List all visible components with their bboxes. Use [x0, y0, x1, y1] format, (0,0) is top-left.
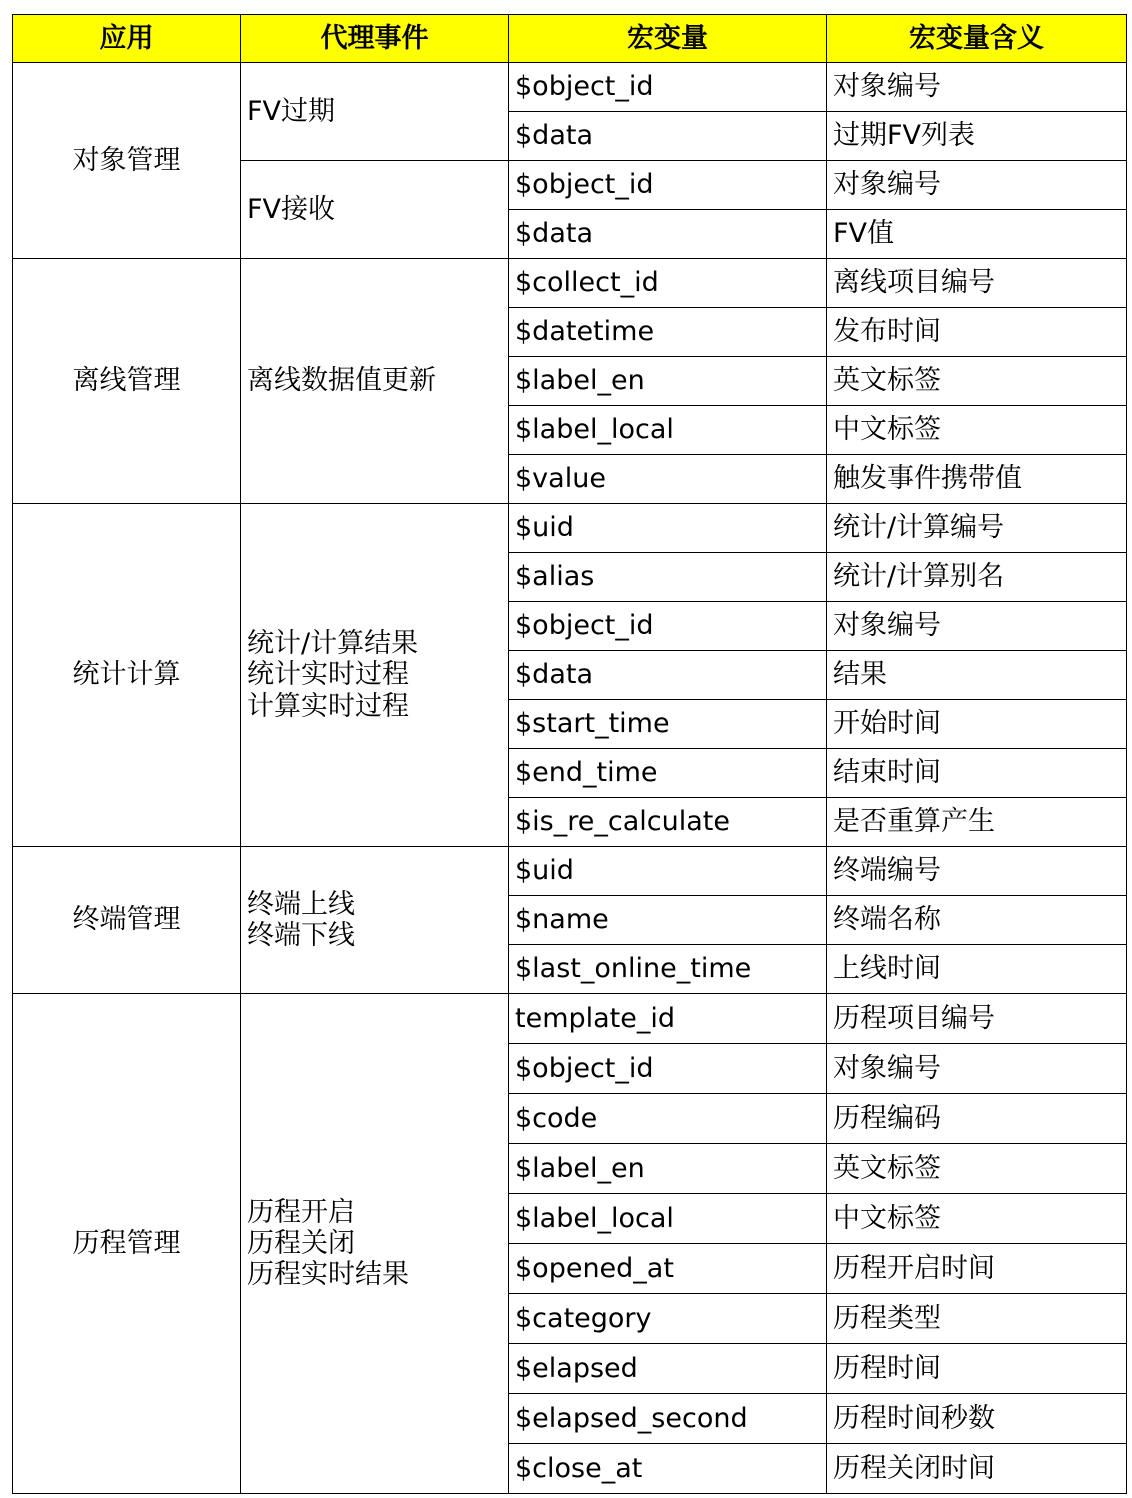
app-cell: 统计计算: [13, 504, 241, 847]
macro-variable-cell: $label_en: [509, 1144, 827, 1194]
macro-meaning-cell: 历程编码: [827, 1094, 1127, 1144]
macro-variable-cell: $data: [509, 651, 827, 700]
proxy-event-label: 历程关闭: [247, 1227, 355, 1259]
macro-meaning-cell: 终端名称: [827, 896, 1127, 945]
header-app: 应用: [13, 15, 241, 63]
header-macro-meaning: 宏变量含义: [827, 15, 1127, 63]
macro-meaning-cell: 历程类型: [827, 1294, 1127, 1344]
macro-variable-cell: $uid: [509, 504, 827, 553]
macro-variable-cell: $alias: [509, 553, 827, 602]
proxy-event-label: 历程开启: [247, 1196, 355, 1228]
macro-variable-cell: $label_local: [509, 1194, 827, 1244]
app-cell: 终端管理: [13, 847, 241, 994]
table-header-row: [13, 15, 1127, 63]
macro-variable-table: [12, 14, 1127, 1494]
macro-variable-cell: $data: [509, 210, 827, 259]
macro-meaning-cell: 对象编号: [827, 1044, 1127, 1094]
proxy-event-cell: [241, 161, 509, 259]
table-body: [13, 63, 1127, 1494]
macro-meaning-cell: 开始时间: [827, 700, 1127, 749]
macro-variable-cell: $object_id: [509, 1044, 827, 1094]
macro-meaning-cell: 终端编号: [827, 847, 1127, 896]
header-proxy-event: 代理事件: [241, 15, 509, 63]
macro-variable-cell: $elapsed: [509, 1344, 827, 1394]
proxy-event-label: FV接收: [247, 193, 336, 225]
macro-variable-cell: $close_at: [509, 1444, 827, 1494]
table-row: [13, 63, 1127, 112]
proxy-event-cell: [241, 259, 509, 504]
macro-meaning-cell: 历程关闭时间: [827, 1444, 1127, 1494]
macro-variable-cell: $elapsed_second: [509, 1394, 827, 1444]
table-row: [13, 994, 1127, 1044]
macro-variable-cell: $opened_at: [509, 1244, 827, 1294]
proxy-event-label: 离线数据值更新: [247, 365, 436, 397]
proxy-event-cell: [241, 847, 509, 994]
macro-variable-cell: $datetime: [509, 308, 827, 357]
proxy-event-label: 统计实时过程: [247, 659, 409, 691]
macro-variable-cell: $object_id: [509, 602, 827, 651]
macro-variable-cell: $is_re_calculate: [509, 798, 827, 847]
app-cell: 对象管理: [13, 63, 241, 259]
macro-meaning-cell: 对象编号: [827, 161, 1127, 210]
macro-variable-cell: $label_local: [509, 406, 827, 455]
macro-variable-cell: template_id: [509, 994, 827, 1044]
macro-meaning-cell: 对象编号: [827, 63, 1127, 112]
macro-meaning-cell: 对象编号: [827, 602, 1127, 651]
macro-meaning-cell: 历程时间: [827, 1344, 1127, 1394]
app-cell: 历程管理: [13, 994, 241, 1494]
macro-variable-cell: $data: [509, 112, 827, 161]
macro-variable-cell: $category: [509, 1294, 827, 1344]
proxy-event-cell: [241, 504, 509, 847]
macro-variable-cell: $end_time: [509, 749, 827, 798]
proxy-event-cell: [241, 63, 509, 161]
macro-meaning-cell: 结束时间: [827, 749, 1127, 798]
header-macro-variable: 宏变量: [509, 15, 827, 63]
macro-variable-cell: $name: [509, 896, 827, 945]
macro-variable-cell: $code: [509, 1094, 827, 1144]
macro-meaning-cell: 历程开启时间: [827, 1244, 1127, 1294]
macro-meaning-cell: 上线时间: [827, 945, 1127, 994]
macro-meaning-cell: 历程时间秒数: [827, 1394, 1127, 1444]
macro-meaning-cell: 统计/计算编号: [827, 504, 1127, 553]
macro-meaning-cell: 过期FV列表: [827, 112, 1127, 161]
app-cell: 离线管理: [13, 259, 241, 504]
proxy-event-label: 计算实时过程: [247, 690, 409, 722]
macro-meaning-cell: 是否重算产生: [827, 798, 1127, 847]
table-row: [13, 259, 1127, 308]
proxy-event-label: 终端下线: [247, 920, 355, 951]
macro-meaning-cell: 结果: [827, 651, 1127, 700]
table-row: [13, 504, 1127, 553]
table-row: [13, 847, 1127, 896]
macro-variable-cell: $start_time: [509, 700, 827, 749]
macro-variable-cell: $object_id: [509, 161, 827, 210]
macro-meaning-cell: 发布时间: [827, 308, 1127, 357]
macro-variable-cell: $uid: [509, 847, 827, 896]
macro-meaning-cell: FV值: [827, 210, 1127, 259]
proxy-event-label: 历程实时结果: [247, 1259, 409, 1291]
macro-variable-cell: $collect_id: [509, 259, 827, 308]
macro-meaning-cell: 离线项目编号: [827, 259, 1127, 308]
macro-meaning-cell: 英文标签: [827, 357, 1127, 406]
macro-meaning-cell: 英文标签: [827, 1144, 1127, 1194]
proxy-event-cell: [241, 994, 509, 1494]
macro-meaning-cell: 中文标签: [827, 406, 1127, 455]
macro-variable-cell: $last_online_time: [509, 945, 827, 994]
macro-variable-cell: $value: [509, 455, 827, 504]
macro-variable-cell: $object_id: [509, 63, 827, 112]
macro-meaning-cell: 触发事件携带值: [827, 455, 1127, 504]
proxy-event-label: 终端上线: [247, 888, 355, 920]
macro-variable-cell: $label_en: [509, 357, 827, 406]
proxy-event-label: FV过期: [247, 95, 336, 127]
macro-meaning-cell: 统计/计算别名: [827, 553, 1127, 602]
macro-meaning-cell: 中文标签: [827, 1194, 1127, 1244]
macro-meaning-cell: 历程项目编号: [827, 994, 1127, 1044]
proxy-event-label: 统计/计算结果: [247, 628, 419, 660]
